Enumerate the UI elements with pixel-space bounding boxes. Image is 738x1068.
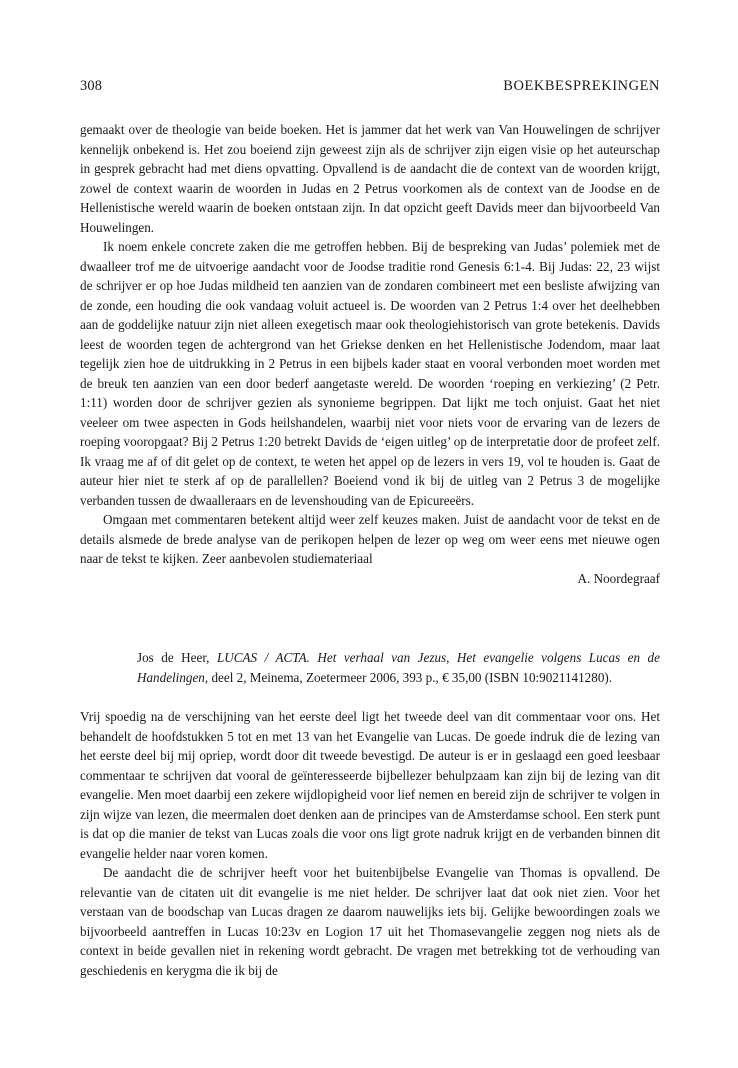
- ref-author: Jos de Heer,: [137, 650, 217, 665]
- review-1-paragraph-3: Omgaan met commentaren betekent altijd weer zelf keuzes maken. Juist de aandacht voor de tekst en de details alsmede de brede analyse van de perikopen helpen de lezer op weg om weer eens met nieuwe ogen naar de tekst te kijken. Zeer aanbevolen studiemateriaal: [80, 512, 660, 566]
- ref-subtitle: Het evangelie volgens Lucas en de Handelingen,: [137, 650, 660, 685]
- book-reference: [80, 648, 660, 687]
- review-2-paragraph-2: De aandacht die de schrijver heeft voor het buitenbijbelse Evangelie van Thomas is opvallend. De relevantie van de citaten uit dit evangelie is me niet helder. De schrijver laat dat ook niet zien. Voor het verstaan van de boodschap van Lucas dragen ze daarom nauwelijks iets bij. Gelijke bewoordingen zoals we bijvoorbeeld aantreffen in Lucas 10:23v en Logion 17 uit het Thomasevangelie zeggen nog niets als de context in beide gevallen niet in rekening wordt gebracht. De vragen met betrekking tot de verhouding van geschiedenis en kerygma die ik bij de: [80, 865, 660, 978]
- reviewer-signature: A. Noordegraaf: [577, 570, 660, 586]
- review-1: [80, 120, 660, 588]
- review-1-paragraph-2: Ik noem enkele concrete zaken die me getroffen hebben. Bij de bespreking van Judas’ polemiek met de dwaalleer trof me de uitvoerige aandacht voor de Joodse traditie rond Genesis 6:1-4. Bij Judas: 22, 23 wijst de schrijver er op hoe Judas mildheid ten aanzien van de zondaren combineert met een besliste afwijzing van de zonde, een houding die ook vandaag voluit actueel is. De woorden van 2 Petrus 1:4 over het deelhebben aan de goddelijke natuur zijn niet alleen exegetisch maar ook theologiehistorisch van grote betekenis. Davids leest de woorden tegen de achtergrond van het Griekse denken en het Hellenistische Jodendom, maar laat tegelijk zien hoe de uitdrukking in 2 Petrus in een bijbels kader staat en vooral verbonden moet worden met de breuk ten aanzien van een door bederf aangetaste wereld. De woorden ‘roeping en verkiezing’ (2 Petr. 1:11) worden door de schrijver gezien als synonieme begrippen. Dat lijkt me toch onjuist. Gaat het niet veeleer om twee aspecten in Gods heilshandelen, waarbij niet voor niets voor de ervaring van de lezers de roeping vooropgaat? Bij 2 Petrus 1:20 betrekt Davids de ‘eigen uitleg’ op de interpretatie door de profeet zelf. Ik vraag me af of dit gelet op de context, te weten het appel op de lezers in vers 19, vol te houden is. Gaat de auteur hier niet te sterk af op de parallellen? Boeiend vond ik bij de uitleg van 2 Petrus 3 de mogelijke verbanden tussen de dwaalleraars en de levenshouding van de Epicureeërs.: [80, 239, 660, 508]
- book-reference-text: [137, 648, 660, 687]
- page-number: 308: [80, 78, 103, 94]
- review-2-paragraph-1: Vrij spoedig na de verschijning van het eerste deel ligt het tweede deel van dit commentaar voor ons. Het behandelt de hoofdstukken 5 tot en met 13 van het Evangelie van Lucas. De goede indruk die de lezing van het eerste deel bij mij opriep, wordt door dit tweede bevestigd. De auteur is er in geslaagd een goed leesbaar commentaar te schrijven dat vooral de geïnteresseerde bijbellezer behulpzaam kan zijn bij de lezing van dit evangelie. Men moet daarbij een zekere wijdlopigheid voor lief nemen en bereid zijn de schrijver te volgen in zijn wijze van lezen, die meermalen doet denken aan de principes van de Amsterdamse school. Een sterk punt is dat op die manier de tekst van Lucas zoals die voor ons ligt grote nadruk krijgt en de verbanden binnen dit evangelie helder naar voren komen.: [80, 709, 660, 861]
- ref-details: deel 2, Meinema, Zoetermeer 2006, 393 p., € 35,00 (ISBN 10:9021141280).: [208, 669, 613, 685]
- ref-separator: ,: [446, 650, 457, 665]
- review-1-paragraph-1: gemaakt over de theologie van beide boeken. Het is jammer dat het werk van Van Houwelingen de schrijver kennelijk onbekend is. Het zou boeiend zijn geweest zijn als de schrijver zijn eigen visie op het auteurschap in gesprek gebracht had met diens opvatting. Opvallend is de aandacht die de context van de woorden krijgt, zowel de context waarin de woorden in Judas en 2 Petrus voorkomen als de context van de Joodse en de Hellenistische wereld waarin de boeken ontstaan zijn. In dat opzicht geeft Davids meer dan bijvoorbeeld Van Houwelingen.: [80, 122, 660, 235]
- running-title: BOEKBESPREKINGEN: [503, 78, 660, 94]
- page-header: [80, 78, 660, 98]
- review-2: [80, 707, 660, 980]
- ref-title: LUCAS / ACTA. Het verhaal van Jezus: [216, 650, 447, 665]
